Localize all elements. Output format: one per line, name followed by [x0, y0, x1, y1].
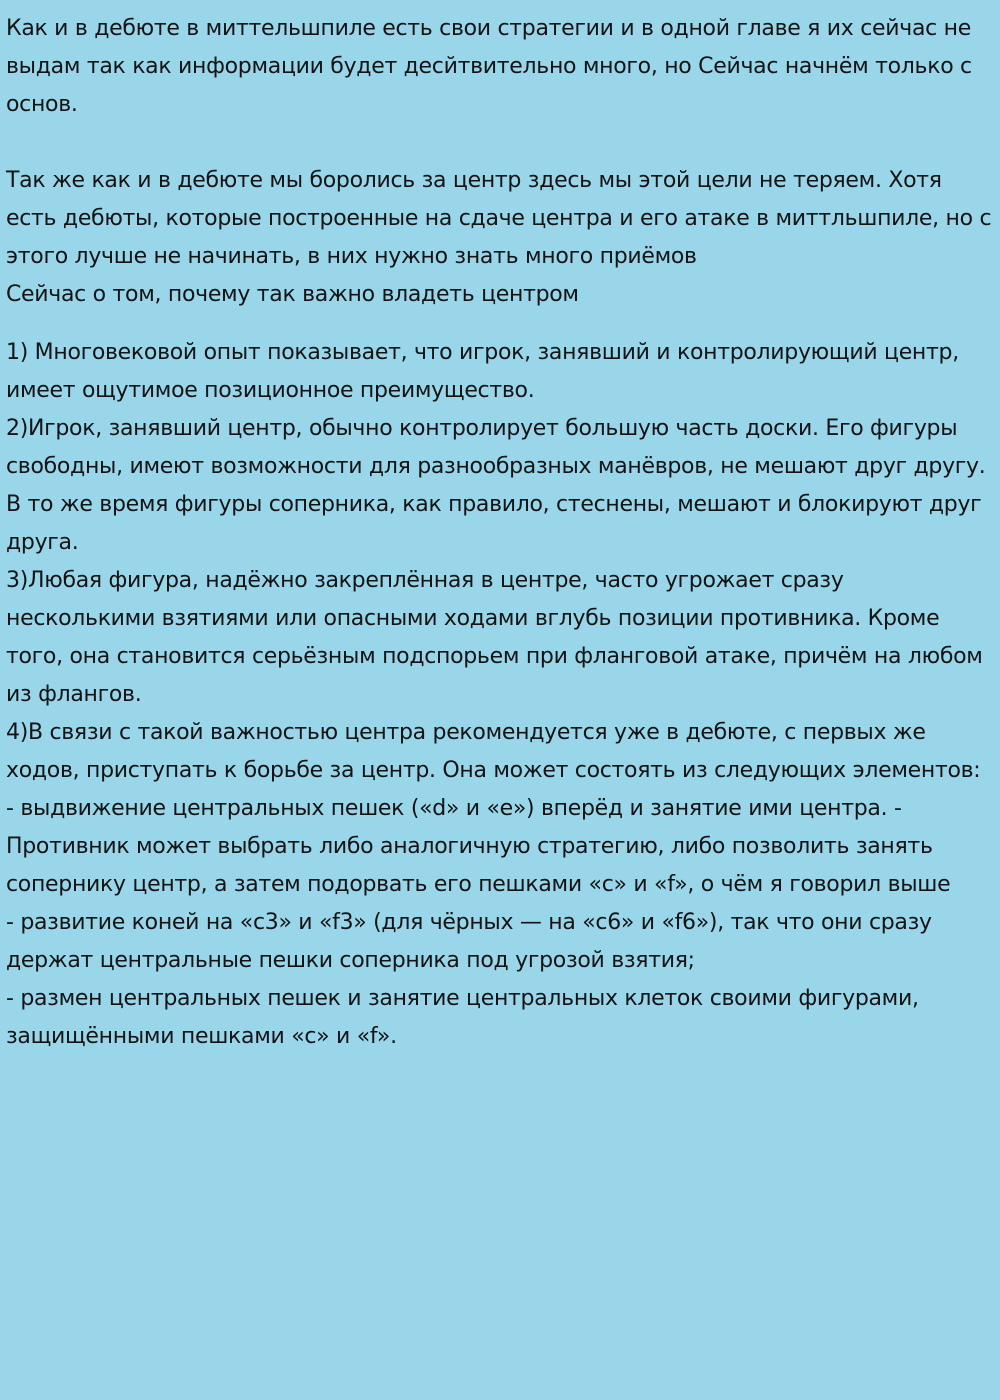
paragraph-gap [6, 314, 994, 334]
element-item-1: - выдвижение центральных пешек («d» и «e») вперёд и занятие ими центра. - Противник может выбрать либо аналогичную стратегию, либо позволить занять сопернику центр, а затем подорвать его пешками «c» и «f», о чём я говорил выше [6, 796, 951, 897]
point-4: 4)В связи с такой важностью центра рекомендуется уже в дебюте, с первых же ходов, приступать к борьбе за центр. Она может состоять из следующих элементов: [6, 720, 981, 783]
center-paragraph: Так же как и в дебюте мы боролись за центр здесь мы этой цели не теряем. Хотя есть дебюты, которые построенные на сдаче центра и его атаке в миттльшпиле, но с этого лучше не начинать, в них нужно знать много приёмов [6, 168, 992, 269]
element-item-2: - развитие коней на «c3» и «f3» (для чёрных — на «c6» и «f6»), так что они сразу держат центральные пешки соперника под угрозой взятия; [6, 910, 932, 973]
point-2: 2)Игрок, занявший центр, обычно контролирует большую часть доски. Его фигуры свободны, имеют возможности для разнообразных манёвров, не мешают друг другу. В то же время фигуры соперника, как правило, стеснены, мешают и блокируют друг друга. [6, 416, 986, 555]
why-center-line: Сейчас о том, почему так важно владеть центром [6, 282, 579, 307]
intro-paragraph: Как и в дебюте в миттельшпиле есть свои стратегии и в одной главе я их сейчас не выдам так как информации будет десйтвительно много, но Сейчас начнём только с основ. [6, 16, 972, 117]
point-1: 1) Многовековой опыт показывает, что игрок, занявший и контролирующий центр, имеет ощутимое позиционное преимущество. [6, 340, 959, 403]
element-item-3: - размен центральных пешек и занятие центральных клеток своими фигурами, защищёнными пешками «c» и «f». [6, 986, 919, 1049]
point-3: 3)Любая фигура, надёжно закреплённая в центре, часто угрожает сразу несколькими взятиями или опасными ходами вглубь позиции противника. Кроме того, она становится серьёзным подспорьем при фланговой атаке, причём на любом из флангов. [6, 568, 983, 707]
paragraph-gap [6, 124, 994, 162]
